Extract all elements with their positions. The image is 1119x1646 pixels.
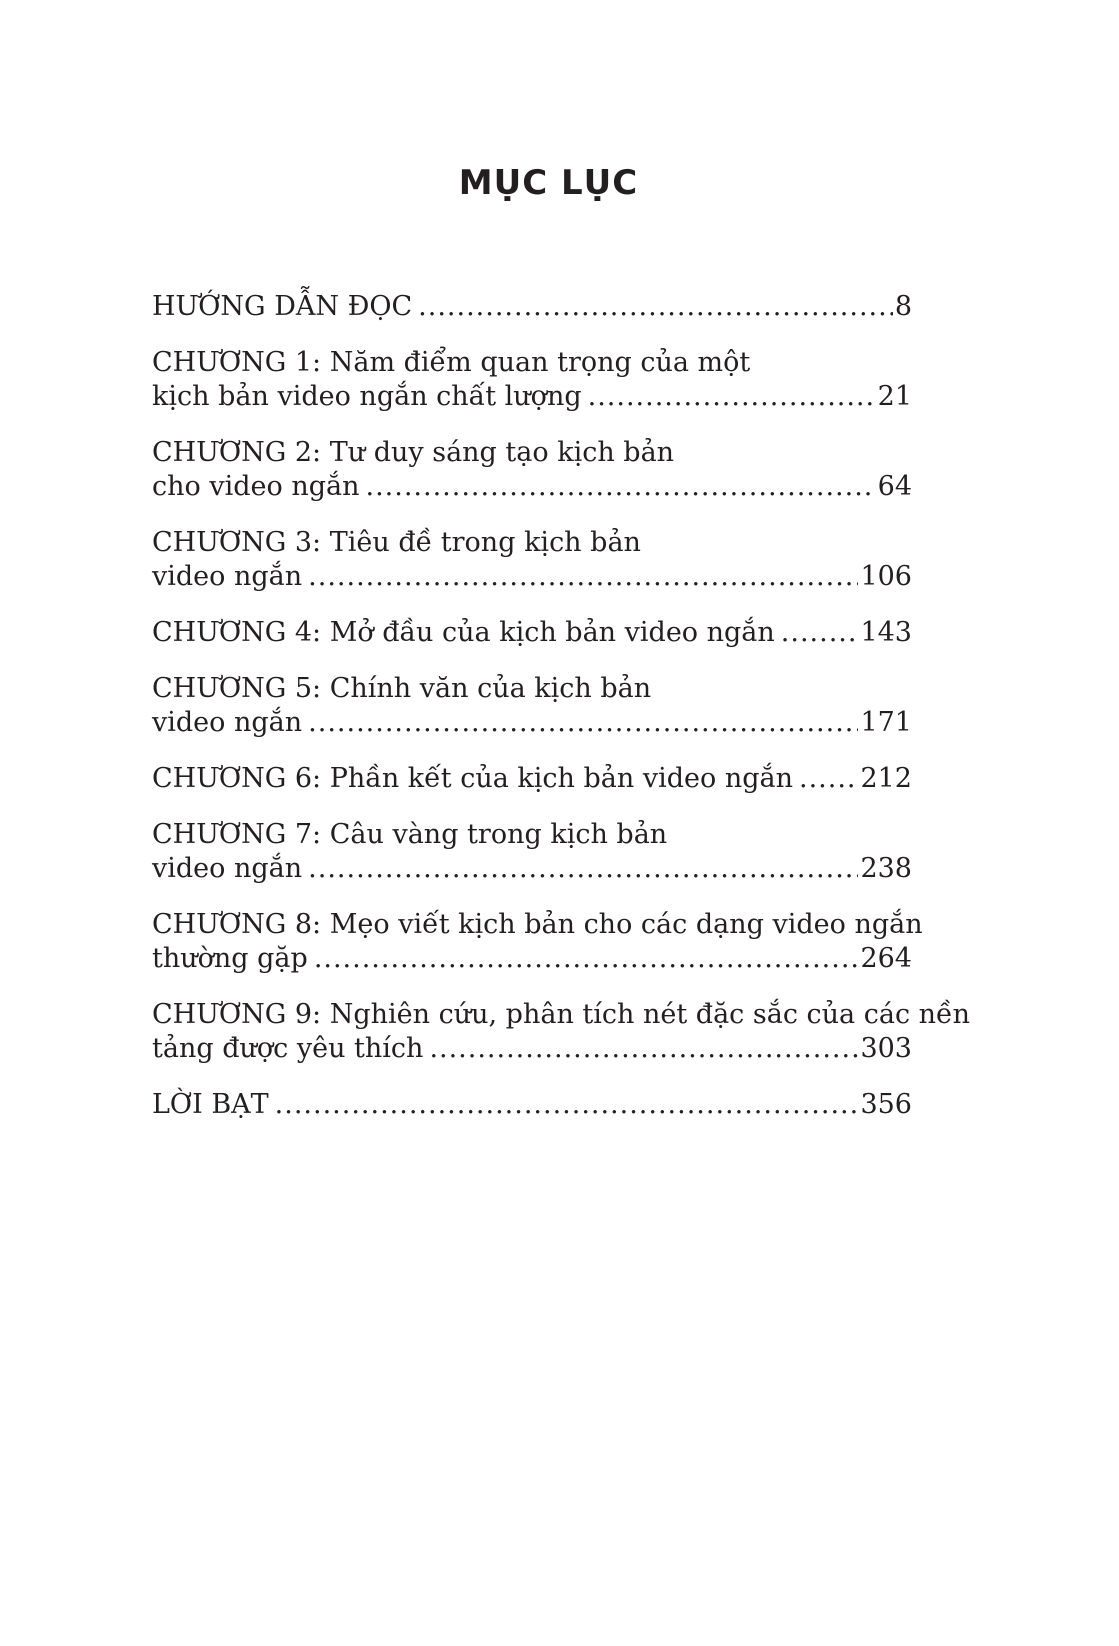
dot-leader bbox=[308, 852, 858, 886]
toc-page-number: 106 bbox=[860, 561, 912, 592]
toc-page-number: 238 bbox=[860, 853, 912, 884]
toc-page-number: 303 bbox=[860, 1033, 912, 1064]
toc-entry-title: CHƯƠNG 9: Nghiên cứu, phân tích nét đặc sắc của các nền bbox=[152, 999, 971, 1030]
toc-entry-chapter-7[interactable] bbox=[152, 818, 920, 886]
dot-leader bbox=[429, 1032, 858, 1066]
page-title: MỤC LỤC bbox=[458, 163, 639, 203]
toc-page-number: 171 bbox=[860, 707, 912, 738]
dot-leader bbox=[418, 290, 893, 324]
dot-leader bbox=[308, 560, 858, 594]
toc-entry-chapter-6[interactable] bbox=[152, 762, 920, 796]
dot-leader bbox=[366, 470, 876, 504]
toc-page-number: 8 bbox=[894, 291, 912, 322]
toc-entry-afterword[interactable] bbox=[152, 1088, 920, 1122]
toc-entry-title: CHƯƠNG 8: Mẹo viết kịch bản cho các dạng video ngắn bbox=[152, 909, 923, 940]
toc-page-number: 21 bbox=[877, 381, 912, 412]
toc-page-number: 264 bbox=[860, 943, 912, 974]
toc-entry-title-continued: video ngắn bbox=[152, 561, 303, 592]
toc-page-number: 356 bbox=[860, 1089, 912, 1120]
dot-leader bbox=[588, 380, 876, 414]
dot-leader bbox=[314, 942, 859, 976]
toc-entry-title: HƯỚNG DẪN ĐỌC bbox=[152, 291, 413, 322]
toc-entry-chapter-8[interactable] bbox=[152, 908, 923, 976]
toc-entry-chapter-2[interactable] bbox=[152, 436, 920, 504]
toc-entry-chapter-5[interactable] bbox=[152, 672, 920, 740]
dot-leader bbox=[781, 616, 859, 650]
toc-page-number: 64 bbox=[877, 471, 912, 502]
toc-page-number: 212 bbox=[860, 763, 912, 794]
toc-entry-title: CHƯƠNG 6: Phần kết của kịch bản video ngắn bbox=[152, 763, 793, 794]
toc-entry-reading-guide[interactable] bbox=[152, 290, 920, 324]
toc-entry-chapter-9[interactable] bbox=[152, 998, 971, 1066]
toc-entry-title: LỜI BẠT bbox=[152, 1089, 269, 1120]
toc-entry-title: CHƯƠNG 4: Mở đầu của kịch bản video ngắn bbox=[152, 617, 775, 648]
dot-leader bbox=[308, 706, 858, 740]
table-of-contents bbox=[152, 290, 971, 1144]
toc-entry-title-continued: tảng được yêu thích bbox=[152, 1033, 424, 1064]
toc-entry-title-continued: kịch bản video ngắn chất lượng bbox=[152, 381, 582, 412]
toc-entry-chapter-4[interactable] bbox=[152, 616, 920, 650]
toc-entry-chapter-3[interactable] bbox=[152, 526, 920, 594]
toc-page-number: 143 bbox=[860, 617, 912, 648]
toc-entry-title: CHƯƠNG 1: Năm điểm quan trọng của một bbox=[152, 347, 751, 378]
toc-entry-title-continued: video ngắn bbox=[152, 707, 303, 738]
toc-entry-title: CHƯƠNG 2: Tư duy sáng tạo kịch bản bbox=[152, 437, 675, 468]
toc-entry-chapter-1[interactable] bbox=[152, 346, 920, 414]
toc-entry-title: CHƯƠNG 3: Tiêu đề trong kịch bản bbox=[152, 527, 641, 558]
toc-entry-title: CHƯƠNG 5: Chính văn của kịch bản bbox=[152, 673, 652, 704]
toc-entry-title: CHƯƠNG 7: Câu vàng trong kịch bản bbox=[152, 819, 668, 850]
dot-leader bbox=[799, 762, 858, 796]
toc-entry-title-continued: video ngắn bbox=[152, 853, 303, 884]
toc-entry-title-continued: thường gặp bbox=[152, 943, 308, 974]
dot-leader bbox=[275, 1088, 859, 1122]
toc-entry-title-continued: cho video ngắn bbox=[152, 471, 360, 502]
